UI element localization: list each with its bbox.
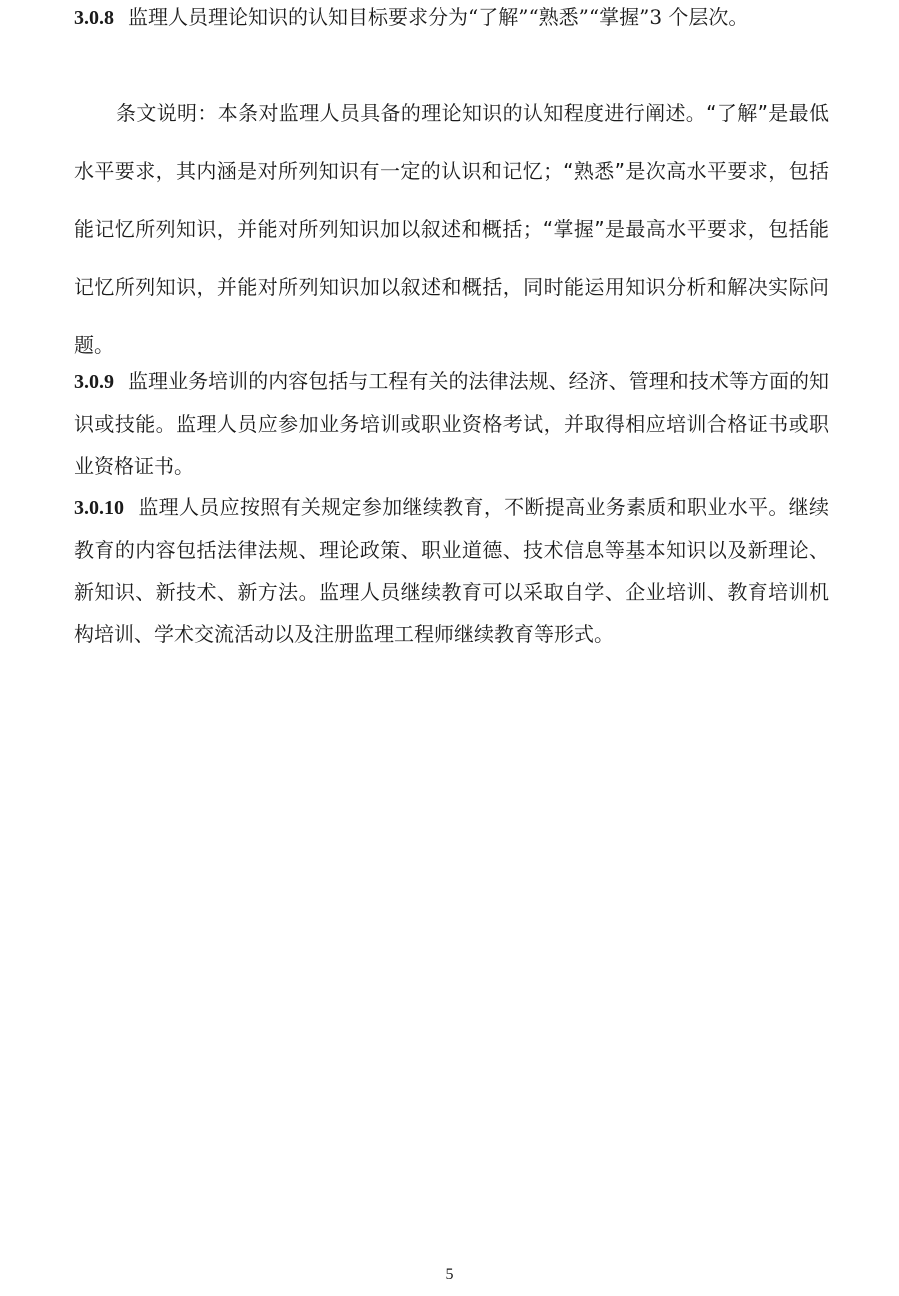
clause-3-0-10: [74, 486, 829, 655]
page-number: 5: [445, 1266, 454, 1283]
clause-text: 监理业务培训的内容包括与工程有关的法律法规、经济、管理和技术等方面的知识或技能。监理人员应参加业务培训或职业资格考试，并取得相应培训合格证书或职业资格证书。: [74, 369, 829, 478]
clause-number: 3.0.8: [74, 7, 114, 29]
clause-3-0-9: [74, 360, 829, 487]
clause-number: 3.0.10: [74, 497, 124, 519]
clause-3-0-8: [74, 0, 829, 39]
clause-text: 监理人员理论知识的认知目标要求分为“了解”“熟悉”“掌握”3 个层次。: [128, 5, 749, 29]
clause-text: 监理人员应按照有关规定参加继续教育，不断提高业务素质和职业水平。继续教育的内容包括法律法规、理论政策、职业道德、技术信息等基本知识以及新理论、新知识、新技术、新方法。监理人员继续教育可以采取自学、企业培训、教育培训机构培训、学术交流活动以及注册监理工程师继续教育等形式。: [74, 495, 829, 646]
clause-number: 3.0.9: [74, 371, 114, 393]
clause-explanation: 条文说明：本条对监理人员具备的理论知识的认知程度进行阐述。“了解”是最低水平要求，其内涵是对所列知识有一定的认识和记忆；“熟悉”是次高水平要求，包括能记忆所列知识，并能对所列知识加以叙述和概括；“掌握”是最高水平要求，包括能记忆所列知识，并能对所列知识加以叙述和概括，同时能运用知识分析和解决实际问题。: [74, 101, 829, 357]
